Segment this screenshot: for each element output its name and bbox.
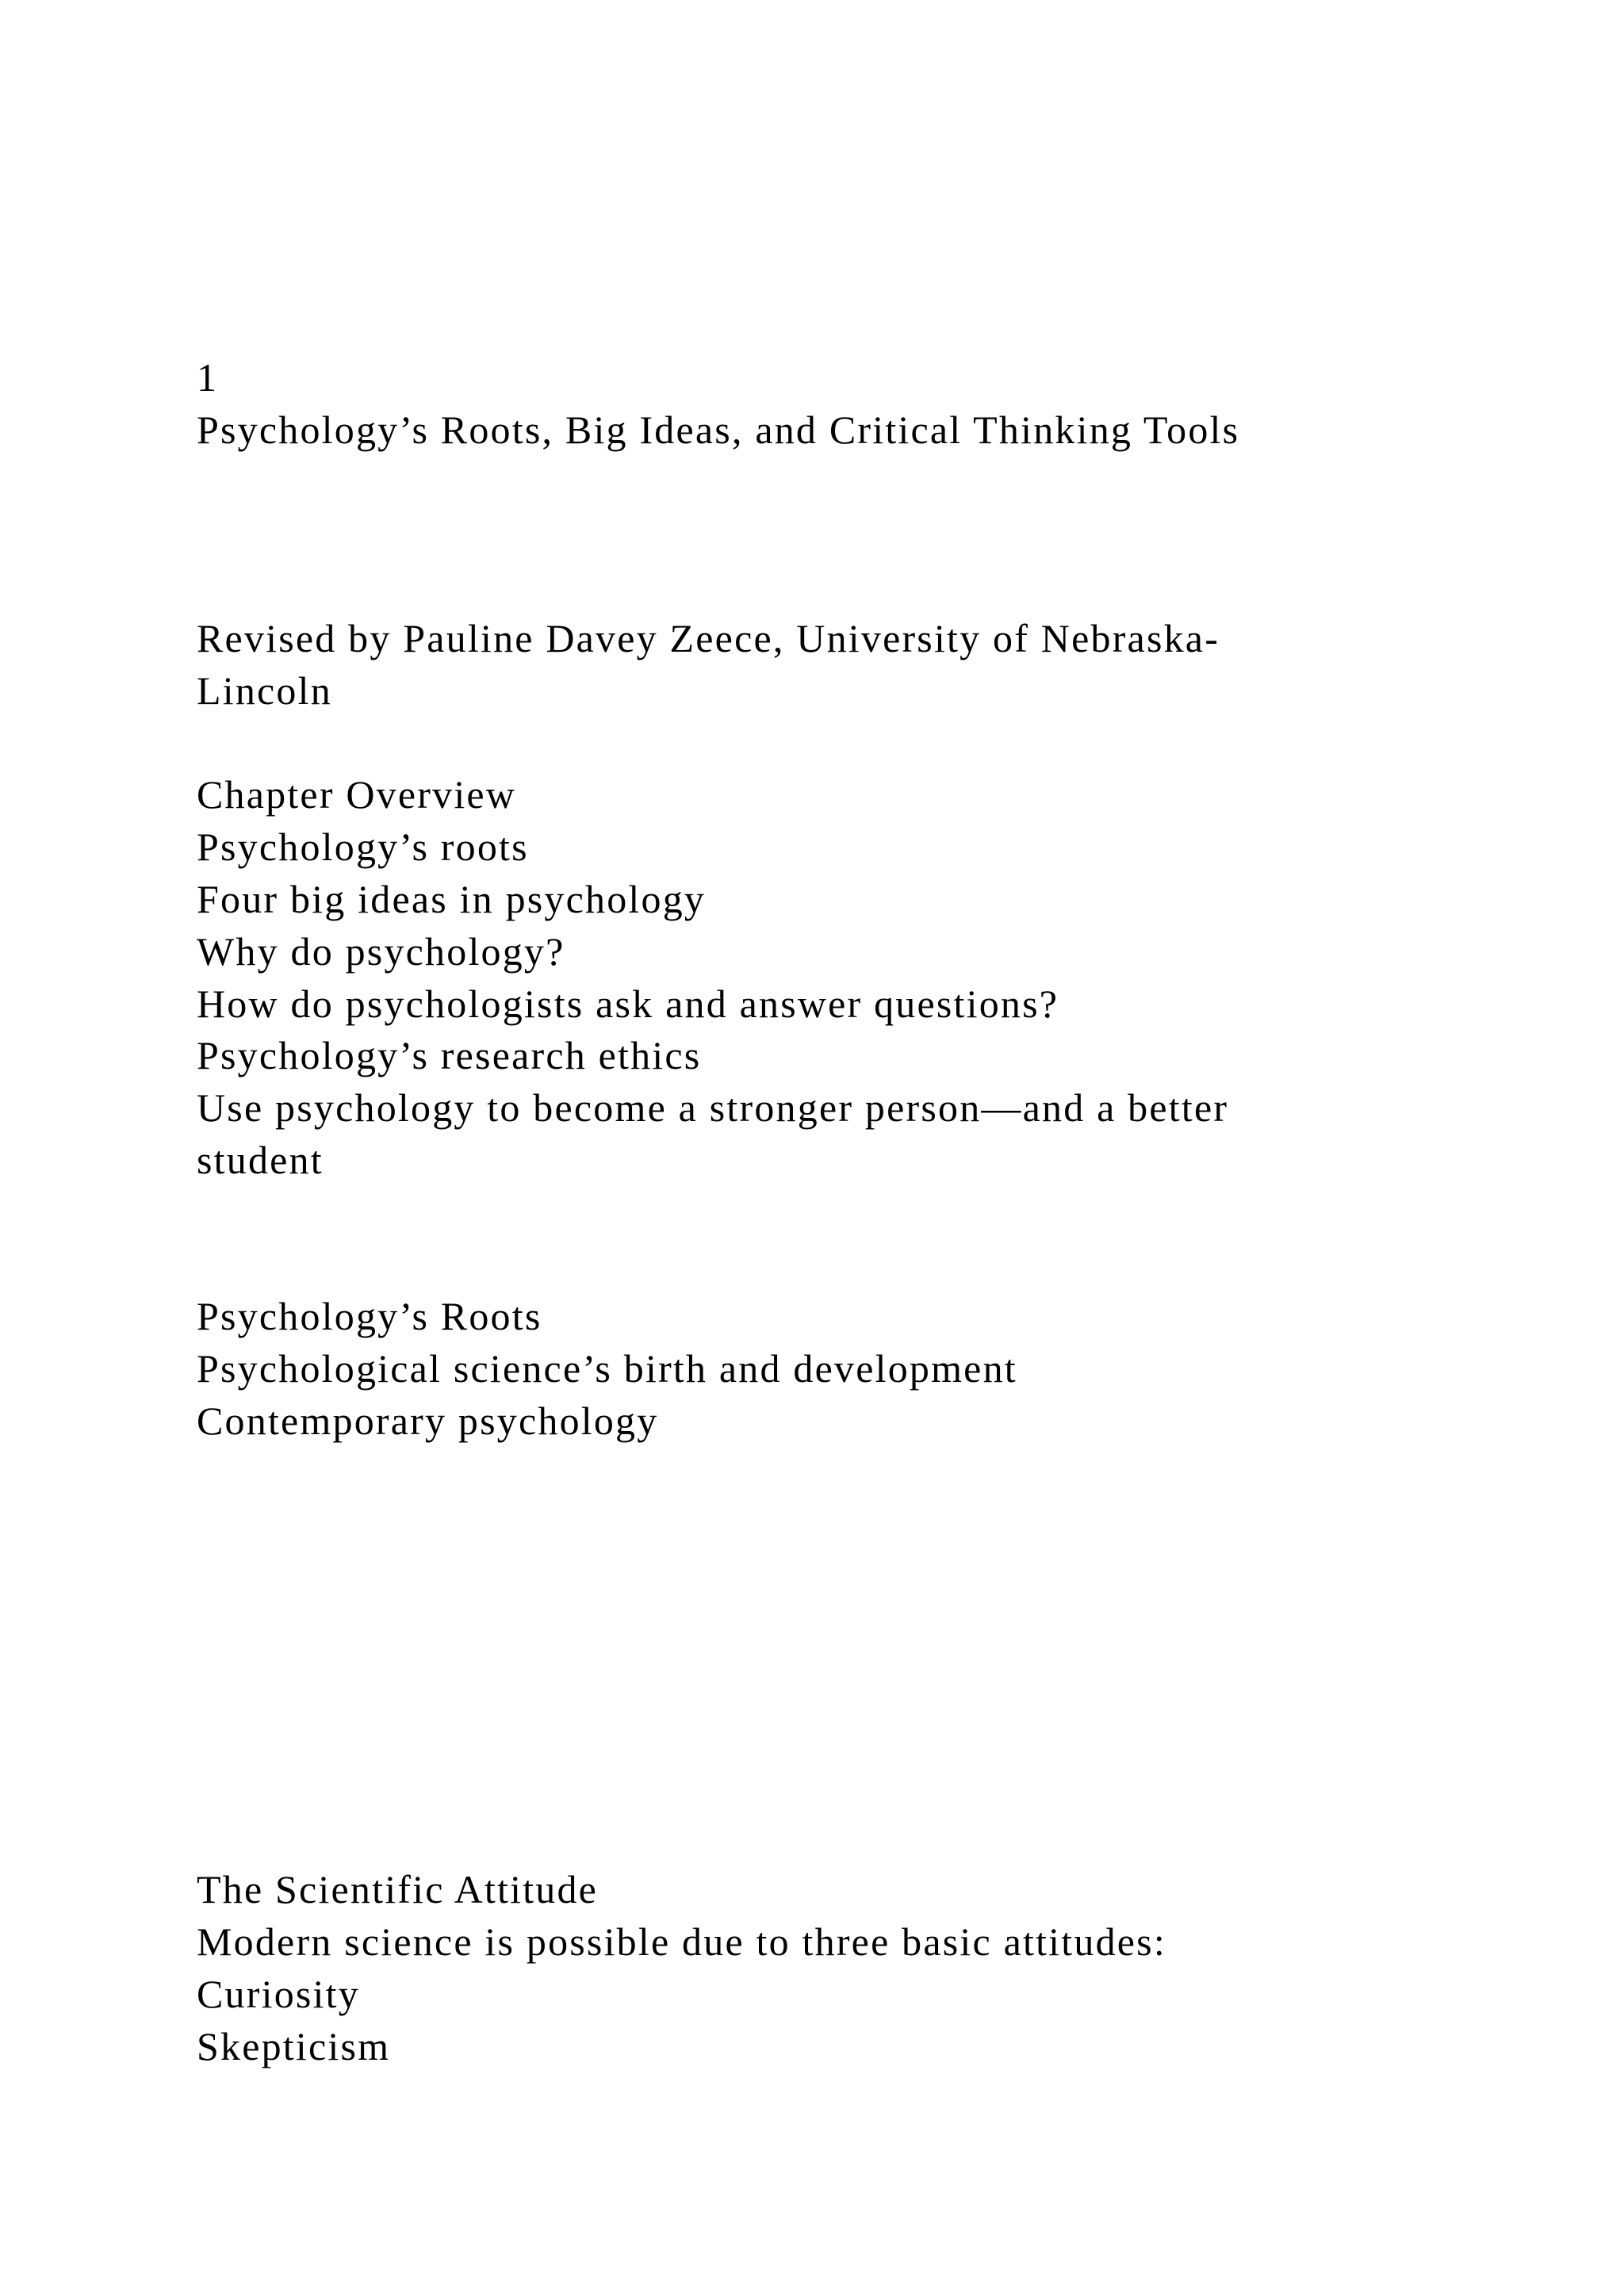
scientific-attitude-intro: Modern science is possible due to three basic attitudes: [197,1919,1166,1964]
credit-line-2: Lincoln [197,668,332,713]
overview-item: student [197,1138,324,1182]
scientific-attitude-item: Curiosity [197,1972,360,2016]
scientific-attitude-item: Skepticism [197,2024,391,2068]
roots-item: Psychological science’s birth and development [197,1346,1017,1391]
overview-item: How do psychologists ask and answer questions? [197,982,1059,1026]
overview-item: Psychology’s roots [197,825,529,869]
document-title: Psychology’s Roots, Big Ideas, and Critical Thinking Tools [197,408,1240,452]
overview-heading: Chapter Overview [197,772,517,817]
overview-item: Why do psychology? [197,929,565,974]
slide-number: 1 [197,355,219,400]
credit-line-1: Revised by Pauline Davey Zeece, University of Nebraska- [197,616,1220,660]
overview-item: Psychology’s research ethics [197,1033,702,1077]
overview-item: Use psychology to become a stronger person—and a better [197,1085,1229,1130]
scientific-attitude-heading: The Scientific Attitude [197,1867,599,1911]
overview-item: Four big ideas in psychology [197,877,707,921]
roots-heading: Psychology’s Roots [197,1294,542,1338]
roots-item: Contemporary psychology [197,1399,659,1443]
